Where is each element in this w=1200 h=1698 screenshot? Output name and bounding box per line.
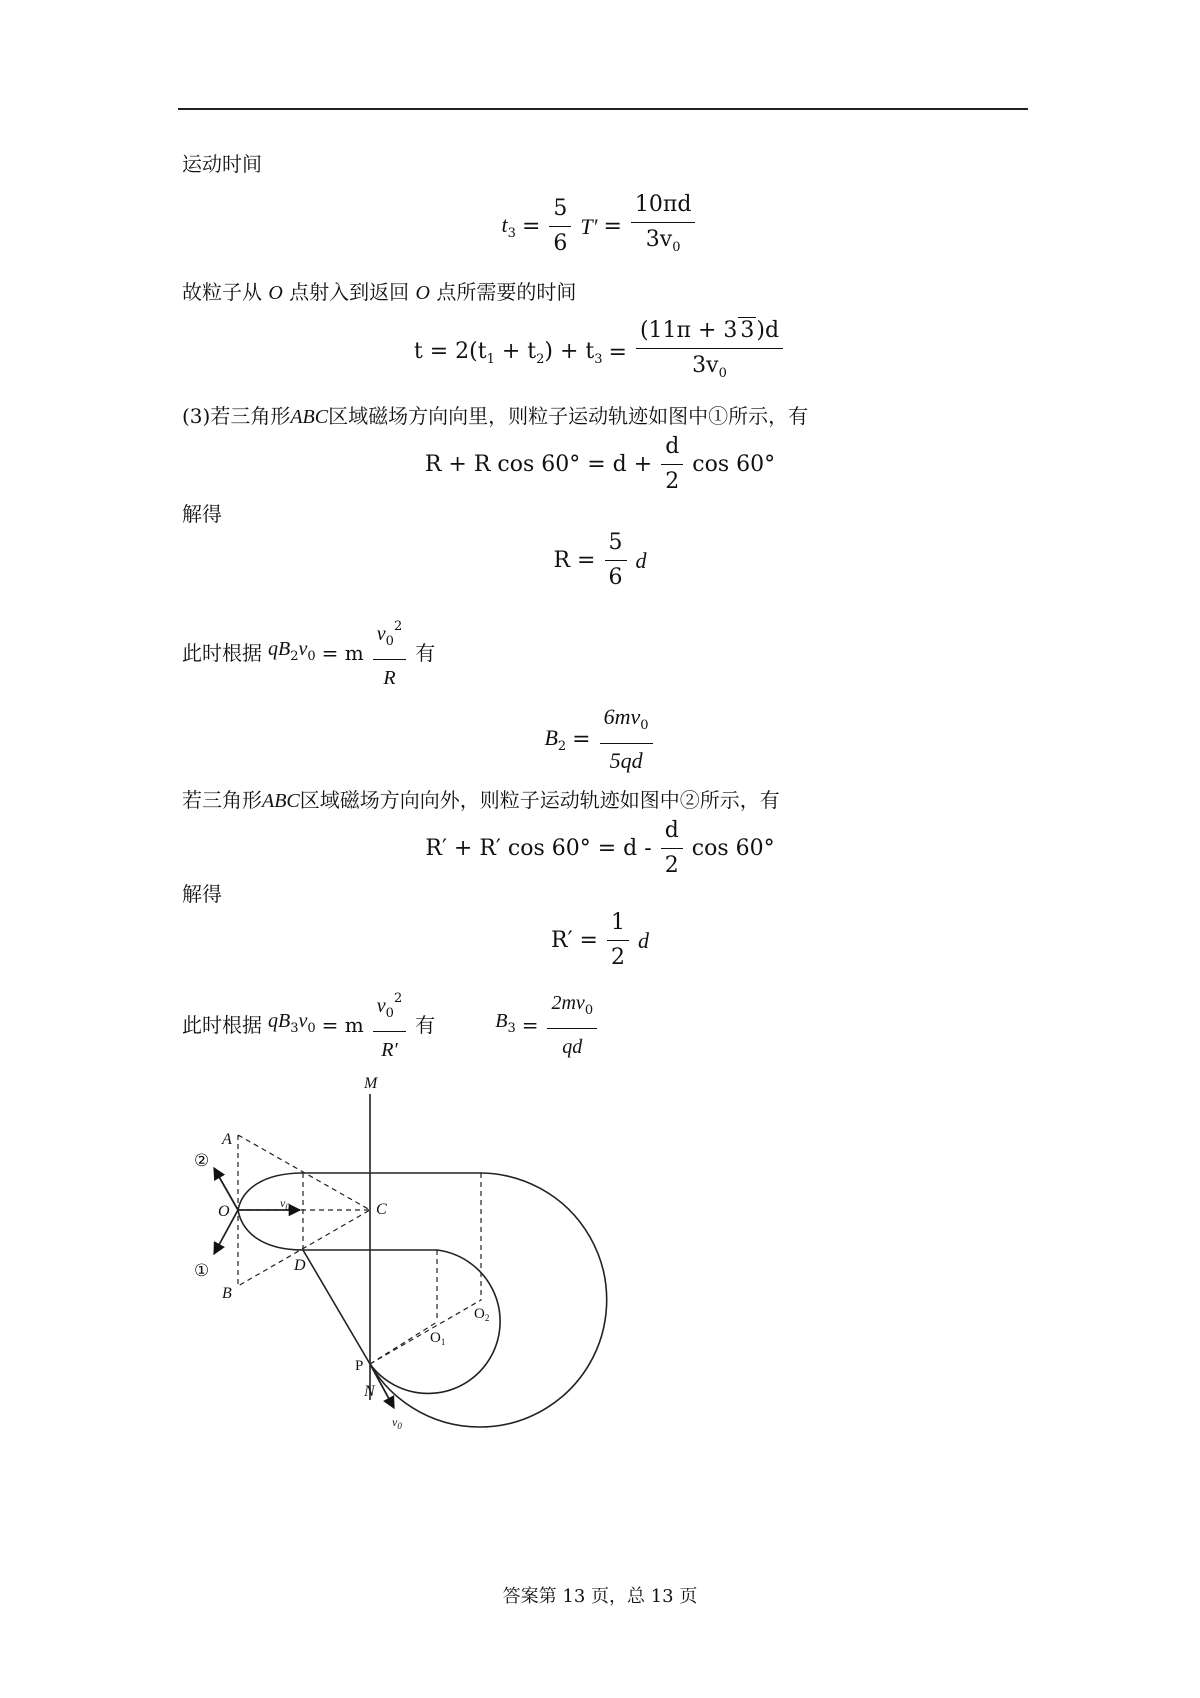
label-d: D	[294, 1257, 306, 1274]
arc-upper	[238, 1173, 303, 1210]
label-c: C	[376, 1201, 387, 1218]
label-p: P	[355, 1358, 364, 1374]
label-v0-2: $v_0$	[392, 1415, 402, 1431]
page-footer: 答案第 13 页，总 13 页	[502, 1586, 698, 1607]
label-circle-1: ①	[194, 1261, 210, 1280]
text-solve-1: 解得	[182, 502, 222, 526]
equation-radius-condition-1: R + R cos 60° = d + $\frac{d}{2}$ cos 60°	[424, 434, 776, 494]
arc-lower	[238, 1210, 303, 1250]
label-b: B	[222, 1285, 232, 1302]
label-o1: $O_1$	[430, 1330, 446, 1347]
equation-b2: $B_2$ = $\frac{6mv_0}{5qd}$	[0, 702, 1200, 777]
arc-large	[370, 1173, 607, 1427]
text-case-inward: (3)若三角形ABC区域磁场方向向里，则粒子运动轨迹如图中①所示，有	[182, 404, 809, 428]
text-case-outward: 若三角形ABC区域磁场方向向外，则粒子运动轨迹如图中②所示，有	[182, 788, 780, 812]
text-lorentz-2: 此时根据 $qB_3v_0$ = m $\frac{v_0^2}{R'}$ 有 $B_3$ = $\frac{2mv_0}{qd}$	[182, 984, 600, 1065]
equation-r-prime-result: R′ = $\frac{1}{2}$ d	[551, 910, 649, 970]
equation-total-time: $t = 2(t_1 + t_2) + t_3$ = $\frac{(11\pi + 3 3)d}{3v_0}$	[0, 316, 1200, 389]
equation-t3: $t_3$ = $\frac{5}{6}$ T′ = $\frac{10\pi d}{3v_0}$	[0, 190, 1200, 263]
label-circle-2: ②	[194, 1151, 210, 1170]
text-motion-time: 运动时间	[182, 152, 262, 176]
equation-r-result: R = $\frac{5}{6}$ d	[553, 530, 647, 590]
text-lorentz-1: 此时根据 $qB_2v_0$ = m $\frac{v_0^2}{R}$ 有	[182, 612, 435, 693]
text-solve-2: 解得	[182, 882, 222, 906]
text-total-time-intro: 故粒子从 O 点射入到返回 O 点所需要的时间	[182, 280, 577, 304]
label-a: A	[222, 1131, 232, 1148]
label-o: O	[218, 1203, 230, 1220]
equation-radius-condition-2: R′ + R′ cos 60° = d - $\frac{d}{2}$ cos 60°	[425, 818, 775, 878]
label-o2: $O_2$	[474, 1306, 490, 1323]
label-v0-1: $v_0$	[280, 1196, 290, 1212]
label-m: M	[364, 1075, 378, 1092]
label-n: N	[364, 1383, 375, 1400]
